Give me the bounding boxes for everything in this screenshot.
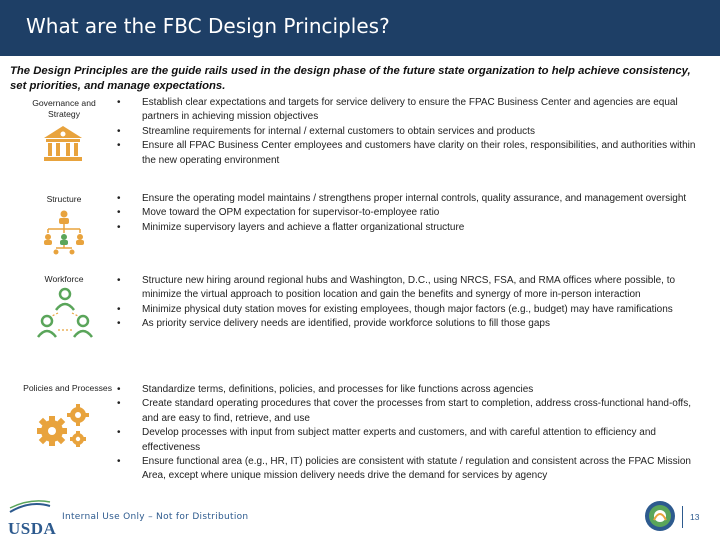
list-item: • Minimize physical duty station moves for existing employees, though major factors (e.g., budget) may have ramifications [117,303,673,315]
list-item: • Minimize supervisory layers and achieve a flatter organizational structure [117,221,465,233]
people-network-icon [36,286,94,344]
section-label: Structure [46,194,82,204]
list-item: • Streamline requirements for internal / external customers to obtain services and products [117,125,535,137]
title-bar [0,0,720,56]
list-item: • As priority service delivery needs are identified, provide workforce solutions to fill those gaps [117,318,550,330]
usda-wordmark: USDA [8,519,57,538]
distribution-notice: Internal Use Only – Not for Distribution [62,512,249,522]
section-label: Governance and Strategy [32,98,96,119]
bullet-list [114,192,706,235]
intro-text: The Design Principles are the guide rails used in the design phase of the future state organization to help achieve consistency, set priorities, and manage expectations. [10,65,691,92]
bullet-list [114,383,706,484]
list-item: • Move toward the OPM expectation for supervisor-to-employee ratio [117,207,440,219]
footer-divider [682,506,683,528]
bullet-list [114,274,706,332]
list-item: • Develop processes with input from subject matter experts and customers, and with careful attention to efficiency and effectiveness [117,427,656,453]
bullet-list [114,96,706,168]
fpac-seal-icon [644,500,676,532]
gears-icon [34,401,96,451]
org-chart-icon [42,210,86,256]
page-title: What are the FBC Design Principles? [26,14,390,38]
section-label: Policies and Processes [23,383,112,393]
usda-field-icon [8,500,52,514]
government-building-icon [42,124,84,164]
list-item: • Standardize terms, definitions, policies, and processes for like functions across agencies [117,384,534,395]
list-item: • Ensure all FPAC Business Center employees and customers have clarity on their roles, responsibilities, and authorities within the new operating environment [117,140,696,166]
list-item: • Ensure functional area (e.g., HR, IT) policies are consistent with statute / regulation and consistent across the FPAC Mission Area, except where unique mission delivery needs drive the demand for services by agency [117,456,691,482]
footer [0,496,720,540]
list-item: • Structure new hiring around regional hubs and Washington, D.C., using NRCS, FSA, and RMA offices where possible, to minimize the virtual approach to position location and gain the benefits and synergy of more in-person interaction [117,275,676,301]
page-number: 13 [690,512,700,522]
list-item: • Ensure the operating model maintains / strengthens proper internal controls, quality assurance, and management oversight [117,193,687,204]
list-item: • Create standard operating procedures that cover the processes from start to completion, address cross-functional hand-offs, and are easy to find, retrieve, and use [117,398,691,424]
usda-logo [8,500,56,539]
list-item: • Establish clear expectations and targets for service delivery to ensure the FPAC Business Center and agencies are equal partners in achieving mission objectives [117,97,678,123]
section-label: Workforce [44,274,84,284]
